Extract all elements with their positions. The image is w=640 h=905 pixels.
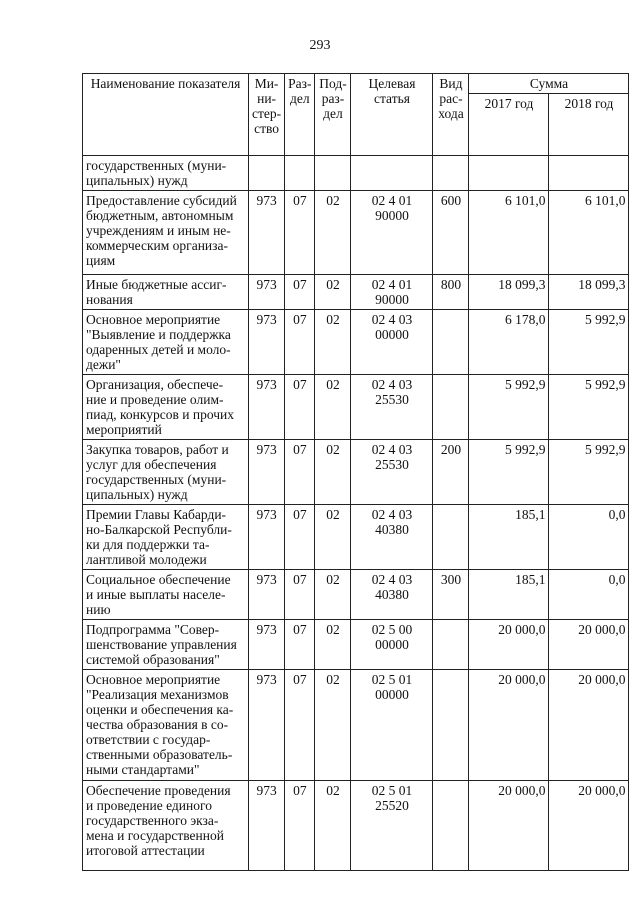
cell-name: Основное мероприятие "Реализация механизмов оценки и обеспечения ка- чества образования в со- ответствии с государ- ственными образователь- ными стандартами" <box>83 670 249 781</box>
page-number: 293 <box>309 38 331 53</box>
cell-section: 07 <box>285 310 315 375</box>
cell-name: Предоставление субсидий бюджетным, автономным учреждениям и иным не- коммерческим организа- циям <box>83 191 249 275</box>
cell-name: Основное мероприятие "Выявление и поддержка одаренных детей и моло- дежи" <box>83 310 249 375</box>
cell-target <box>351 156 433 191</box>
col-header-2018: 2018 год <box>549 94 629 156</box>
cell-sum-2018: 18 099,3 <box>549 275 629 310</box>
cell-section: 07 <box>285 570 315 620</box>
cell-sum-2017 <box>469 156 549 191</box>
cell-sum-2018: 0,0 <box>549 570 629 620</box>
cell-name: Иные бюджетные ассиг- нования <box>83 275 249 310</box>
cell-target: 02 5 00 00000 <box>351 620 433 670</box>
cell-ministry: 973 <box>249 310 285 375</box>
cell-expense-type: 200 <box>433 440 469 505</box>
cell-section: 07 <box>285 375 315 440</box>
cell-name: Подпрограмма "Совер- шенствование управления системой образования" <box>83 620 249 670</box>
cell-section: 07 <box>285 670 315 781</box>
budget-table <box>82 73 629 871</box>
cell-sum-2017: 18 099,3 <box>469 275 549 310</box>
table-row <box>83 620 629 670</box>
cell-sum-2017: 20 000,0 <box>469 781 549 871</box>
cell-sum-2017: 6 101,0 <box>469 191 549 275</box>
col-header-expense-type: Вид рас- хода <box>433 74 469 156</box>
cell-ministry: 973 <box>249 191 285 275</box>
cell-section: 07 <box>285 191 315 275</box>
cell-section: 07 <box>285 505 315 570</box>
cell-subsection: 02 <box>315 620 351 670</box>
cell-section: 07 <box>285 781 315 871</box>
cell-sum-2018: 20 000,0 <box>549 620 629 670</box>
cell-target: 02 4 03 40380 <box>351 505 433 570</box>
table-row <box>83 505 629 570</box>
table-row <box>83 375 629 440</box>
cell-subsection: 02 <box>315 191 351 275</box>
cell-name: Премии Главы Кабарди- но-Балкарской Республи- ки для поддержки та- лантливой молодежи <box>83 505 249 570</box>
cell-name: Организация, обеспече- ние и проведение олим- пиад, конкурсов и прочих мероприятий <box>83 375 249 440</box>
cell-subsection: 02 <box>315 781 351 871</box>
cell-expense-type <box>433 310 469 375</box>
cell-subsection: 02 <box>315 570 351 620</box>
cell-subsection: 02 <box>315 670 351 781</box>
cell-sum-2018 <box>549 156 629 191</box>
col-header-2017: 2017 год <box>469 94 549 156</box>
cell-section: 07 <box>285 620 315 670</box>
cell-sum-2018: 20 000,0 <box>549 670 629 781</box>
col-header-name: Наименование показателя <box>83 74 249 156</box>
cell-name: Закупка товаров, работ и услуг для обеспечения государственных (муни- ципальных) нужд <box>83 440 249 505</box>
cell-ministry: 973 <box>249 275 285 310</box>
cell-expense-type <box>433 505 469 570</box>
col-header-subsection: Под- раз- дел <box>315 74 351 156</box>
cell-sum-2018: 20 000,0 <box>549 781 629 871</box>
cell-sum-2017: 20 000,0 <box>469 620 549 670</box>
cell-name: государственных (муни- ципальных) нужд <box>83 156 249 191</box>
cell-ministry: 973 <box>249 620 285 670</box>
cell-target: 02 4 03 25530 <box>351 375 433 440</box>
cell-section <box>285 156 315 191</box>
cell-target: 02 4 01 90000 <box>351 275 433 310</box>
col-header-ministry: Ми- ни- стер- ство <box>249 74 285 156</box>
cell-expense-type: 300 <box>433 570 469 620</box>
cell-ministry: 973 <box>249 440 285 505</box>
cell-expense-type: 600 <box>433 191 469 275</box>
cell-name: Обеспечение проведения и проведение единого государственного экза- мена и государственной итоговой аттестации <box>83 781 249 871</box>
table-row <box>83 156 629 191</box>
cell-subsection: 02 <box>315 440 351 505</box>
cell-sum-2018: 5 992,9 <box>549 375 629 440</box>
cell-target: 02 4 03 25530 <box>351 440 433 505</box>
cell-sum-2017: 6 178,0 <box>469 310 549 375</box>
cell-sum-2018: 5 992,9 <box>549 440 629 505</box>
cell-sum-2017: 185,1 <box>469 505 549 570</box>
cell-expense-type <box>433 620 469 670</box>
cell-name: Социальное обеспечение и иные выплаты населе- нию <box>83 570 249 620</box>
table-row <box>83 310 629 375</box>
table-row <box>83 570 629 620</box>
cell-subsection: 02 <box>315 375 351 440</box>
cell-subsection: 02 <box>315 275 351 310</box>
cell-ministry: 973 <box>249 375 285 440</box>
cell-subsection <box>315 156 351 191</box>
cell-ministry <box>249 156 285 191</box>
col-header-target: Целевая статья <box>351 74 433 156</box>
table-body <box>83 156 629 871</box>
cell-expense-type <box>433 156 469 191</box>
table-row <box>83 275 629 310</box>
col-header-sum: Сумма <box>469 74 629 94</box>
cell-subsection: 02 <box>315 505 351 570</box>
cell-sum-2017: 185,1 <box>469 570 549 620</box>
cell-sum-2018: 0,0 <box>549 505 629 570</box>
table-row <box>83 670 629 781</box>
cell-target: 02 4 03 00000 <box>351 310 433 375</box>
cell-target: 02 5 01 25520 <box>351 781 433 871</box>
cell-target: 02 5 01 00000 <box>351 670 433 781</box>
cell-expense-type: 800 <box>433 275 469 310</box>
cell-sum-2017: 5 992,9 <box>469 375 549 440</box>
cell-ministry: 973 <box>249 781 285 871</box>
table-row <box>83 191 629 275</box>
cell-sum-2018: 5 992,9 <box>549 310 629 375</box>
table-row <box>83 440 629 505</box>
cell-sum-2017: 20 000,0 <box>469 670 549 781</box>
table-row <box>83 781 629 871</box>
cell-sum-2018: 6 101,0 <box>549 191 629 275</box>
cell-section: 07 <box>285 440 315 505</box>
cell-expense-type <box>433 670 469 781</box>
col-header-section: Раз- дел <box>285 74 315 156</box>
cell-subsection: 02 <box>315 310 351 375</box>
cell-expense-type <box>433 375 469 440</box>
cell-sum-2017: 5 992,9 <box>469 440 549 505</box>
cell-ministry: 973 <box>249 670 285 781</box>
cell-target: 02 4 03 40380 <box>351 570 433 620</box>
cell-expense-type <box>433 781 469 871</box>
cell-target: 02 4 01 90000 <box>351 191 433 275</box>
cell-section: 07 <box>285 275 315 310</box>
cell-ministry: 973 <box>249 570 285 620</box>
cell-ministry: 973 <box>249 505 285 570</box>
